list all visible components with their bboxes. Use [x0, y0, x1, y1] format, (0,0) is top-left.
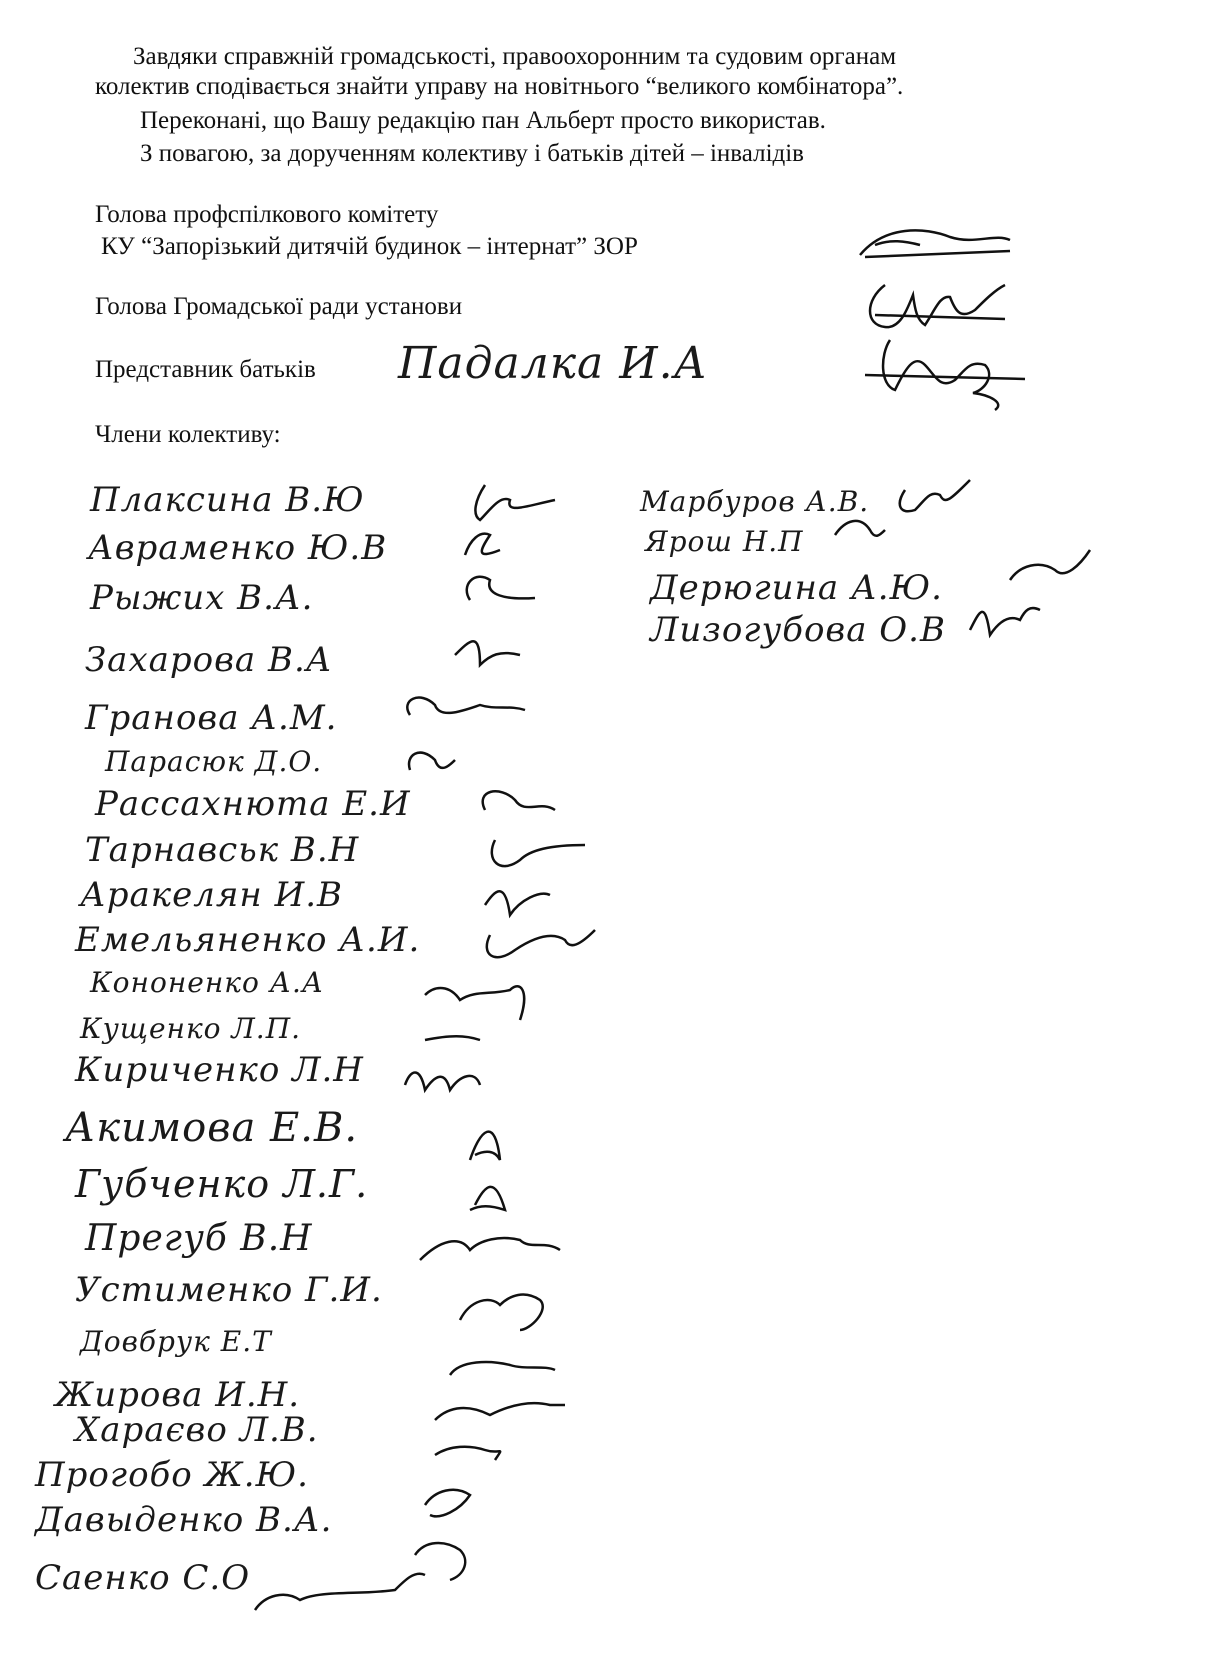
member-signature	[409, 753, 455, 770]
member-signature	[460, 1295, 543, 1330]
member-signature	[255, 1574, 425, 1610]
member-signature	[1010, 550, 1090, 580]
letter-paragraph-1-line-2: колектив сподівається знайти управу на новітнього “великого комбінатора”.	[95, 73, 904, 100]
member-name: Кононенко А.А	[90, 966, 325, 999]
member-name: Давыденко В.А.	[35, 1500, 333, 1540]
council-head-signature	[870, 285, 1005, 327]
member-name: Дерюгина А.Ю.	[650, 568, 943, 608]
union-head-signature	[860, 230, 1010, 257]
member-name: Прогобо Ж.Ю.	[35, 1455, 309, 1495]
member-signature	[470, 1187, 505, 1210]
member-signature	[455, 641, 520, 665]
member-name: Плаксина В.Ю	[90, 480, 365, 520]
member-signature	[407, 698, 525, 715]
member-name: Захарова В.А	[85, 640, 333, 680]
member-signature	[470, 1132, 500, 1160]
letter-paragraph-2: Переконані, що Вашу редакцію пан Альберт просто використав.	[140, 107, 826, 134]
member-name: Рассахнюта Е.И	[95, 784, 411, 824]
member-name: Устименко Г.И.	[75, 1270, 383, 1310]
member-signature	[425, 1490, 470, 1517]
member-name: Лизогубова О.В	[650, 610, 946, 650]
member-signature	[425, 986, 524, 1020]
member-name: Рыжих В.А.	[90, 578, 314, 618]
parents-representative-signature	[865, 340, 1025, 410]
member-name: Гранова А.М.	[85, 698, 338, 738]
member-name: Авраменко Ю.В	[88, 528, 388, 568]
member-signature	[435, 1447, 500, 1460]
member-name: Кириченко Л.Н	[75, 1050, 364, 1090]
member-signature	[970, 608, 1040, 635]
member-name: Хараєво Л.В.	[75, 1410, 319, 1450]
member-signature	[900, 480, 970, 511]
member-signature	[435, 1403, 565, 1420]
letter-paragraph-1-line-1: Завдяки справжній громадськості, правоохоронним та судовим органам	[133, 43, 897, 70]
member-name: Тарнавськ В.Н	[85, 830, 360, 870]
member-signature	[483, 791, 555, 810]
member-name: Ярош Н.П	[645, 525, 804, 558]
institution-name: КУ “Запорізький дитячій будинок – інтернат” ЗОР	[101, 233, 638, 260]
parents-representative-title: Представник батьків	[95, 356, 316, 383]
letter-paragraph-3: З повагою, за дорученням колективу і батьків дітей – інвалідів	[140, 140, 804, 167]
member-name: Кущенко Л.П.	[80, 1012, 302, 1045]
union-head-title: Голова профспілкового комітету	[95, 201, 439, 228]
member-name: Парасюк Д.О.	[105, 745, 323, 778]
member-signature	[475, 485, 555, 520]
member-name: Емельяненко А.И.	[75, 920, 421, 960]
member-signature	[425, 1036, 480, 1040]
official-signatures-group	[845, 215, 1045, 415]
member-signatures-right	[820, 470, 1120, 670]
member-signatures-left	[380, 460, 640, 1650]
member-signature	[450, 1362, 555, 1375]
member-name: Губченко Л.Г.	[75, 1162, 369, 1206]
member-name: Довбрук Е.Т	[80, 1325, 272, 1358]
member-signature	[465, 534, 500, 555]
member-name: Аракелян И.В	[80, 875, 344, 915]
council-head-title: Голова Громадської ради установи	[95, 293, 463, 320]
member-name: Марбуров А.В.	[640, 485, 870, 518]
member-name: Саенко С.О	[35, 1558, 251, 1598]
member-signature	[485, 891, 550, 915]
member-signature	[405, 1073, 480, 1091]
member-name: Жирова И.Н.	[55, 1375, 301, 1415]
member-signature	[467, 577, 535, 600]
member-signature	[835, 521, 885, 536]
members-label: Члени колективу:	[95, 421, 281, 448]
member-name: Акимова Е.В.	[65, 1105, 359, 1151]
member-signature	[492, 840, 585, 866]
member-signature	[487, 930, 595, 957]
parents-representative-name: Падалка И.А	[398, 338, 708, 389]
member-name: Прегуб В.Н	[85, 1218, 313, 1259]
member-signature	[420, 1238, 560, 1260]
